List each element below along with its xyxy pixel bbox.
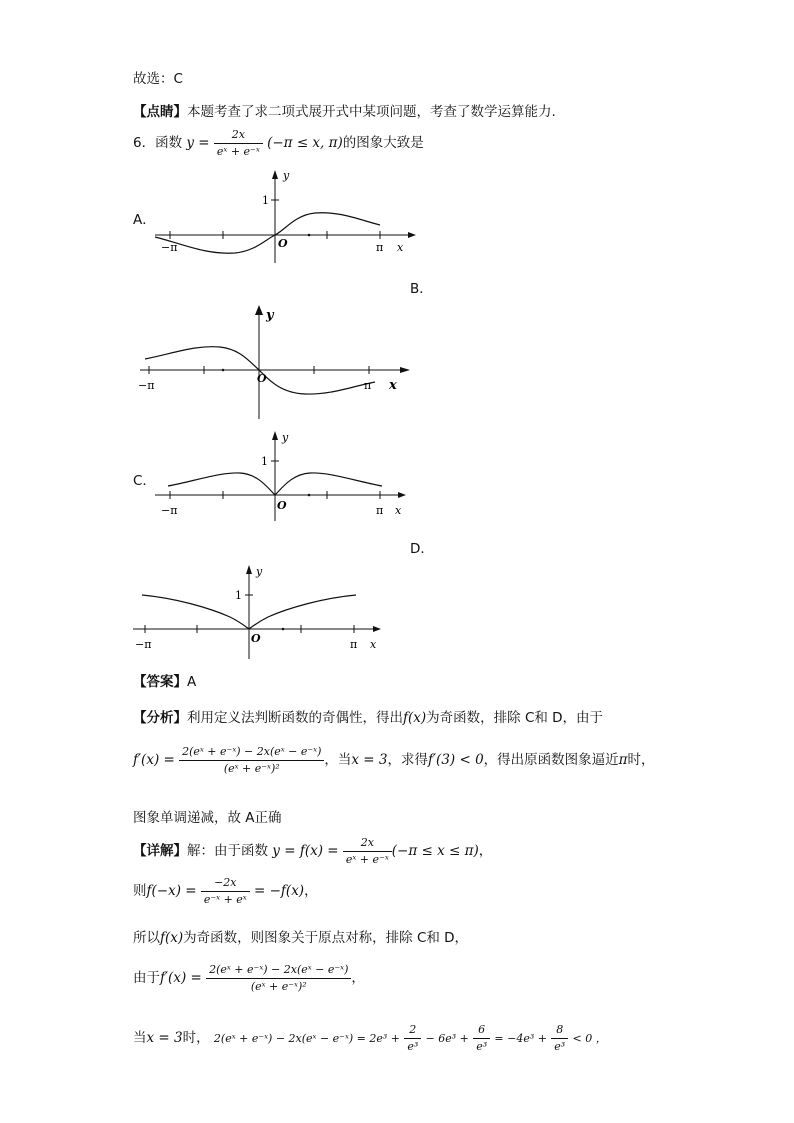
graph-d-one-label: 1 bbox=[235, 589, 242, 602]
analysis-text-2: 为奇函数，排除 C和 D，由于 bbox=[426, 710, 604, 726]
graph-d-origin-label: O bbox=[251, 632, 261, 645]
analysis-text-5: ，得出原函数图象逼近 bbox=[483, 752, 619, 768]
detail-line2-rhs: = −f(x) bbox=[254, 883, 305, 899]
detail-line2-fraction bbox=[201, 875, 250, 908]
detail-line5-end: < 0 ， bbox=[572, 1032, 607, 1045]
graph-d-pi-label: π bbox=[350, 638, 358, 651]
analysis-fx: f(x) bbox=[403, 710, 427, 726]
graph-d-y-arrow bbox=[246, 565, 252, 574]
detail-line2-lhs: f(−x) = bbox=[146, 883, 197, 899]
graph-c-origin-label: O bbox=[277, 499, 287, 512]
graph-b-x-arrow bbox=[400, 367, 410, 373]
analysis-derivative-den: (eˣ + e⁻ˣ)² bbox=[223, 761, 280, 775]
graph-d-x-arrow bbox=[373, 626, 381, 632]
analysis-derivative-num: 2(eˣ + e⁻ˣ) − 2x(eˣ − e⁻ˣ) bbox=[179, 744, 324, 761]
detail-line1-num: 2x bbox=[343, 835, 392, 852]
answer-value: A bbox=[187, 674, 197, 690]
detail-line5-mid2: = −4e³ + bbox=[494, 1032, 547, 1045]
detail-line5-x: x = 3 bbox=[146, 1030, 183, 1046]
graph-d-dot bbox=[282, 628, 285, 631]
option-b-label: B． bbox=[410, 281, 433, 297]
analysis-derivative-lhs: f′(x) = bbox=[133, 752, 175, 768]
detail-line3-text: 为奇函数，则图象关于原点对称，排除 C和 D， bbox=[183, 930, 469, 946]
detail-line5-mid: − 6e³ + bbox=[425, 1032, 469, 1045]
detail-line3-pre: 所以 bbox=[133, 930, 160, 946]
detail-line1-end: ， bbox=[478, 843, 493, 859]
analysis-line-3: 图象单调递减，故 A正确 bbox=[133, 810, 282, 826]
detail-line4-end: ， bbox=[351, 970, 365, 986]
graph-d-y-label: y bbox=[256, 565, 263, 578]
detail-line1-den: eˣ + e⁻ˣ bbox=[345, 852, 389, 866]
detail-line5-text: 时， bbox=[182, 1030, 210, 1046]
analysis-line-2 bbox=[133, 742, 655, 778]
graph-c-neg-pi-label: −π bbox=[161, 504, 178, 517]
detail-line5-f1-num: 2 bbox=[404, 1022, 421, 1039]
graph-a-origin-label: O bbox=[278, 237, 288, 250]
graph-c-y-label: y bbox=[282, 431, 289, 444]
question-fraction-den: eˣ + e⁻ˣ bbox=[216, 144, 260, 158]
analysis-line-1 bbox=[133, 706, 603, 726]
graph-a-y-label: y bbox=[283, 169, 290, 182]
graph-a-curve bbox=[155, 213, 380, 254]
graph-a-pi-label: π bbox=[376, 241, 384, 254]
graph-b bbox=[135, 297, 425, 427]
question-suffix: 的图象大致是 bbox=[342, 135, 424, 151]
detail-line4-den: (eˣ + e⁻ˣ)² bbox=[250, 979, 307, 993]
detail-tag: 【详解】 bbox=[133, 843, 187, 859]
graph-b-neg-pi-label: −π bbox=[138, 379, 155, 392]
detail-line-3 bbox=[133, 926, 468, 946]
detail-line5-f1-den: e³ bbox=[407, 1039, 419, 1053]
graph-d-x-label: x bbox=[370, 638, 377, 651]
question-domain: (−π ≤ x, π) bbox=[267, 135, 343, 151]
graph-a-x-arrow bbox=[408, 232, 416, 238]
analysis-pi: π bbox=[618, 752, 628, 768]
graph-b-y-arrow bbox=[255, 305, 263, 315]
detail-line-5 bbox=[133, 1020, 607, 1057]
option-c-label: C． bbox=[133, 473, 156, 489]
detail-line4-fraction bbox=[206, 962, 351, 995]
comment-text: 本题考查了求二项式展开式中某项问题，考查了数学运算能力. bbox=[187, 104, 556, 120]
detail-line1-pre: 解：由于函数 bbox=[187, 843, 268, 859]
question-number: 6．函数 bbox=[133, 135, 183, 151]
analysis-f3: f′(3) < 0 bbox=[428, 752, 484, 768]
detail-line-1 bbox=[133, 834, 492, 868]
detail-line-4 bbox=[133, 958, 365, 998]
question-fraction-num: 2x bbox=[214, 127, 263, 144]
option-d-label: D． bbox=[410, 541, 434, 557]
graph-d-neg-pi-label: −π bbox=[135, 638, 152, 651]
graph-b-pi-label: π bbox=[364, 379, 372, 392]
detail-line5-pre: 当 bbox=[133, 1030, 147, 1046]
detail-line5-f3-num: 8 bbox=[551, 1022, 568, 1039]
detail-line1-domain: (−π ≤ x ≤ π) bbox=[391, 843, 479, 859]
graph-a-dot bbox=[308, 234, 311, 237]
detail-line5-f2-den: e³ bbox=[476, 1039, 488, 1053]
detail-line5-fraction-2 bbox=[473, 1022, 490, 1055]
graph-a-neg-pi-label: −π bbox=[161, 241, 178, 254]
analysis-tag: 【分析】 bbox=[133, 710, 187, 726]
previous-answer: 故选：C bbox=[133, 71, 183, 87]
graph-c-one-label: 1 bbox=[261, 455, 268, 468]
detail-line4-num: 2(eˣ + e⁻ˣ) − 2x(eˣ − e⁻ˣ) bbox=[206, 962, 351, 979]
detail-line2-den: e⁻ˣ + eˣ bbox=[203, 892, 247, 906]
graph-b-y-label: y bbox=[266, 308, 274, 323]
comment-tag: 【点睛】 bbox=[133, 104, 187, 120]
answer-tag: 【答案】 bbox=[133, 674, 187, 690]
graph-c-x-label: x bbox=[395, 504, 402, 517]
analysis-derivative-fraction bbox=[179, 744, 324, 777]
detail-line1-fraction bbox=[343, 835, 392, 868]
analysis-text-6: 时， bbox=[627, 752, 655, 768]
graph-c-x-arrow bbox=[398, 492, 406, 498]
graph-a bbox=[150, 165, 420, 265]
detail-line5-f2-num: 6 bbox=[473, 1022, 490, 1039]
question-formula-lhs: y = bbox=[186, 135, 210, 151]
option-a-label: A． bbox=[133, 212, 156, 228]
detail-line5-fraction-3 bbox=[551, 1022, 568, 1055]
question-line bbox=[133, 126, 424, 160]
comment-line bbox=[133, 100, 556, 120]
graph-b-dot bbox=[222, 369, 225, 372]
graph-c-dot bbox=[308, 494, 311, 497]
detail-line2-end: ， bbox=[304, 883, 318, 899]
analysis-text-4: ，求得 bbox=[387, 752, 428, 768]
detail-line1-lhs: y = f(x) = bbox=[272, 843, 339, 859]
graph-b-origin-label: O bbox=[257, 372, 267, 385]
analysis-text-1: 利用定义法判断函数的奇偶性，得出 bbox=[187, 710, 403, 726]
detail-line4-pre: 由于 bbox=[133, 970, 160, 986]
analysis-x3: x = 3 bbox=[351, 752, 388, 768]
detail-line3-fx: f(x) bbox=[160, 930, 184, 946]
detail-line5-f3-den: e³ bbox=[554, 1039, 566, 1053]
answer-line bbox=[133, 670, 196, 690]
detail-line2-num: −2x bbox=[201, 875, 250, 892]
graph-d bbox=[130, 560, 400, 665]
graph-a-y-arrow bbox=[272, 170, 278, 179]
detail-line5-expr: 2(eˣ + e⁻ˣ) − 2x(eˣ − e⁻ˣ) = 2e³ + bbox=[213, 1032, 401, 1045]
question-fraction bbox=[214, 127, 263, 160]
analysis-text-3: ，当 bbox=[324, 752, 352, 768]
graph-a-one-label: 1 bbox=[262, 194, 269, 207]
graph-c-pi-label: π bbox=[376, 504, 384, 517]
graph-a-x-label: x bbox=[397, 241, 404, 254]
detail-line-2 bbox=[133, 874, 318, 908]
graph-c-y-arrow bbox=[272, 431, 278, 440]
detail-line5-fraction-1 bbox=[404, 1022, 421, 1055]
detail-line2-pre: 则 bbox=[133, 883, 147, 899]
detail-line4-lhs: f′(x) = bbox=[160, 970, 202, 986]
graph-b-x-label: x bbox=[389, 378, 397, 393]
graph-c bbox=[150, 428, 420, 523]
